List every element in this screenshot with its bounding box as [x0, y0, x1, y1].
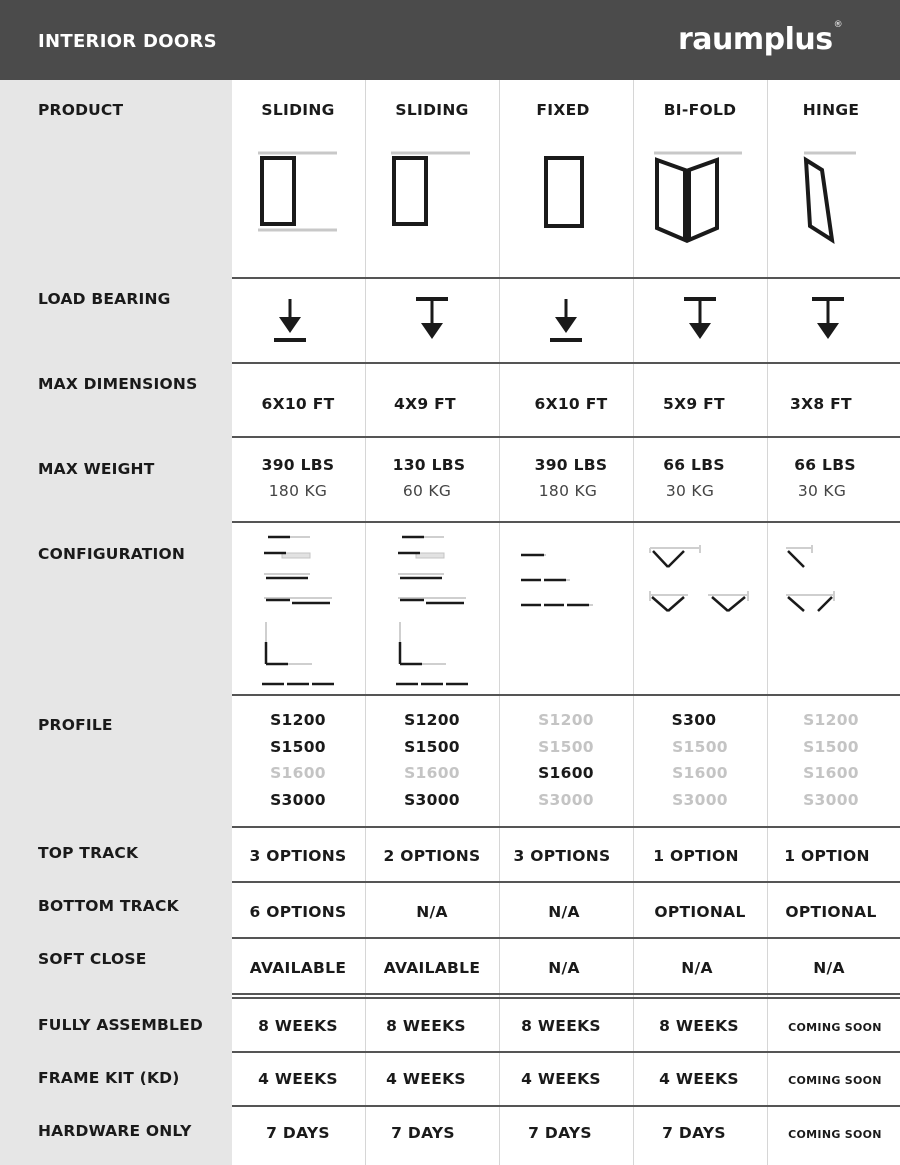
frame-kit-value: 4 WEEKS: [521, 1070, 601, 1088]
bottom-track-value: N/A: [416, 903, 448, 921]
row-label-max-weight: MAX WEIGHT: [38, 460, 155, 478]
bottom-track-value: 6 OPTIONS: [249, 903, 347, 921]
product-name: FIXED: [536, 101, 590, 119]
row-label-configuration: CONFIGURATION: [38, 545, 186, 563]
bottom-load-icon: [548, 297, 584, 345]
soft-close-value: N/A: [548, 959, 580, 977]
fully-assembled-value: 8 WEEKS: [659, 1017, 739, 1035]
hardware-only-value: 7 DAYS: [391, 1124, 455, 1142]
fully-assembled-value: COMING SOON: [788, 1021, 882, 1034]
profile-option: S1600: [803, 764, 859, 782]
profile-option: S1600: [672, 764, 728, 782]
profile-option: S3000: [803, 791, 859, 809]
row-label-top-track: TOP TRACK: [38, 844, 139, 862]
product-name: SLIDING: [261, 101, 335, 119]
profile-option: S1500: [404, 738, 460, 756]
fixed-door-icon: [543, 155, 585, 229]
product-name: HINGE: [802, 101, 860, 119]
profile-option: S1500: [803, 738, 859, 756]
profile-option: S1200: [404, 711, 460, 729]
row-label-load-bearing: LOAD BEARING: [38, 290, 171, 308]
row-divider: [232, 881, 900, 883]
profile-option: S3000: [538, 791, 594, 809]
top-hung-icon: [682, 297, 718, 345]
max-weight-lbs: 390 LBS: [261, 456, 335, 474]
max-dimensions-value: 6X10 FT: [261, 395, 335, 413]
row-label-soft-close: SOFT CLOSE: [38, 950, 147, 968]
row-divider: [232, 277, 900, 279]
profile-option: S1500: [672, 738, 728, 756]
row-label-profile: PROFILE: [38, 716, 113, 734]
bottom-load-icon: [272, 297, 308, 345]
column-divider: [633, 80, 634, 1165]
row-divider: [232, 436, 900, 438]
profile-option: S1500: [538, 738, 594, 756]
fully-assembled-value: 8 WEEKS: [521, 1017, 601, 1035]
frame-kit-value: 4 WEEKS: [386, 1070, 466, 1088]
top-track-value: 1 OPTION: [784, 847, 870, 865]
profile-option: S3000: [270, 791, 326, 809]
max-weight-lbs: 130 LBS: [392, 456, 466, 474]
max-dimensions-value: 3X8 FT: [790, 395, 852, 413]
soft-close-value: AVAILABLE: [249, 959, 347, 977]
top-track-value: 1 OPTION: [653, 847, 739, 865]
frame-kit-value: 4 WEEKS: [659, 1070, 739, 1088]
soft-close-value: N/A: [813, 959, 845, 977]
profile-option: S1200: [538, 711, 594, 729]
row-label-fully-assembled: FULLY ASSEMBLED: [38, 1016, 203, 1034]
frame-kit-value: 4 WEEKS: [258, 1070, 338, 1088]
sliding-configuration-diagram: [392, 530, 496, 688]
max-weight-lbs: 390 LBS: [534, 456, 608, 474]
max-weight-kg: 60 KG: [402, 482, 452, 500]
frame-kit-value: COMING SOON: [788, 1074, 882, 1087]
product-name: BI-FOLD: [663, 101, 737, 119]
max-weight-lbs: 66 LBS: [794, 456, 856, 474]
max-dimensions-value: 5X9 FT: [663, 395, 725, 413]
hardware-only-value: 7 DAYS: [528, 1124, 592, 1142]
max-weight-kg: 30 KG: [797, 482, 847, 500]
profile-option: S1600: [404, 764, 460, 782]
profile-option: S1600: [270, 764, 326, 782]
row-divider: [232, 1051, 900, 1053]
profile-option: S1200: [803, 711, 859, 729]
bottom-track-value: OPTIONAL: [785, 903, 877, 921]
product-name: SLIDING: [395, 101, 469, 119]
profile-option: S1500: [270, 738, 326, 756]
row-divider: [232, 997, 900, 999]
bottom-track-value: N/A: [548, 903, 580, 921]
row-divider: [232, 521, 900, 523]
hinge-door-icon: [800, 150, 860, 246]
sliding-configuration-diagram: [258, 530, 362, 688]
top-track-value: 3 OPTIONS: [513, 847, 611, 865]
max-weight-kg: 30 KG: [665, 482, 715, 500]
row-divider: [232, 1105, 900, 1107]
page-header: [0, 0, 900, 80]
max-weight-kg: 180 KG: [538, 482, 598, 500]
top-track-value: 3 OPTIONS: [249, 847, 347, 865]
fixed-configuration-diagram: [516, 545, 598, 615]
hinge-configuration-diagram: [784, 545, 844, 615]
profile-option: S3000: [404, 791, 460, 809]
column-divider: [499, 80, 500, 1165]
max-dimensions-value: 6X10 FT: [534, 395, 608, 413]
sliding-door-icon: [388, 150, 474, 234]
row-label-column: [0, 80, 232, 1165]
page-title: INTERIOR DOORS: [38, 31, 217, 52]
row-divider: [232, 694, 900, 696]
row-label-bottom-track: BOTTOM TRACK: [38, 897, 179, 915]
row-divider: [232, 826, 900, 828]
top-hung-icon: [414, 297, 450, 345]
profile-option: S1200: [270, 711, 326, 729]
hardware-only-value: 7 DAYS: [266, 1124, 330, 1142]
profile-option: S3000: [672, 791, 728, 809]
row-label-product: PRODUCT: [38, 101, 124, 119]
fully-assembled-value: 8 WEEKS: [258, 1017, 338, 1035]
max-weight-lbs: 66 LBS: [663, 456, 725, 474]
profile-option: S300: [671, 711, 717, 729]
max-dimensions-value: 4X9 FT: [394, 395, 456, 413]
sliding-door-icon: [255, 150, 341, 234]
top-hung-icon: [810, 297, 846, 345]
row-divider: [232, 937, 900, 939]
hardware-only-value: COMING SOON: [788, 1128, 882, 1141]
bifold-door-icon: [650, 150, 746, 246]
bifold-configuration-diagram: [648, 545, 752, 615]
row-divider: [232, 993, 900, 995]
soft-close-value: AVAILABLE: [383, 959, 481, 977]
bottom-track-value: OPTIONAL: [654, 903, 746, 921]
profile-option: S1600: [538, 764, 594, 782]
soft-close-value: N/A: [681, 959, 713, 977]
brand-logo: raumplus®: [678, 20, 843, 57]
fully-assembled-value: 8 WEEKS: [386, 1017, 466, 1035]
top-track-value: 2 OPTIONS: [383, 847, 481, 865]
row-label-max-dimensions: MAX DIMENSIONS: [38, 375, 198, 393]
column-divider: [767, 80, 768, 1165]
row-divider: [232, 362, 900, 364]
row-label-frame-kit: FRAME KIT (KD): [38, 1069, 180, 1087]
column-divider: [365, 80, 366, 1165]
hardware-only-value: 7 DAYS: [662, 1124, 726, 1142]
row-label-hardware-only: HARDWARE ONLY: [38, 1122, 192, 1140]
max-weight-kg: 180 KG: [268, 482, 328, 500]
